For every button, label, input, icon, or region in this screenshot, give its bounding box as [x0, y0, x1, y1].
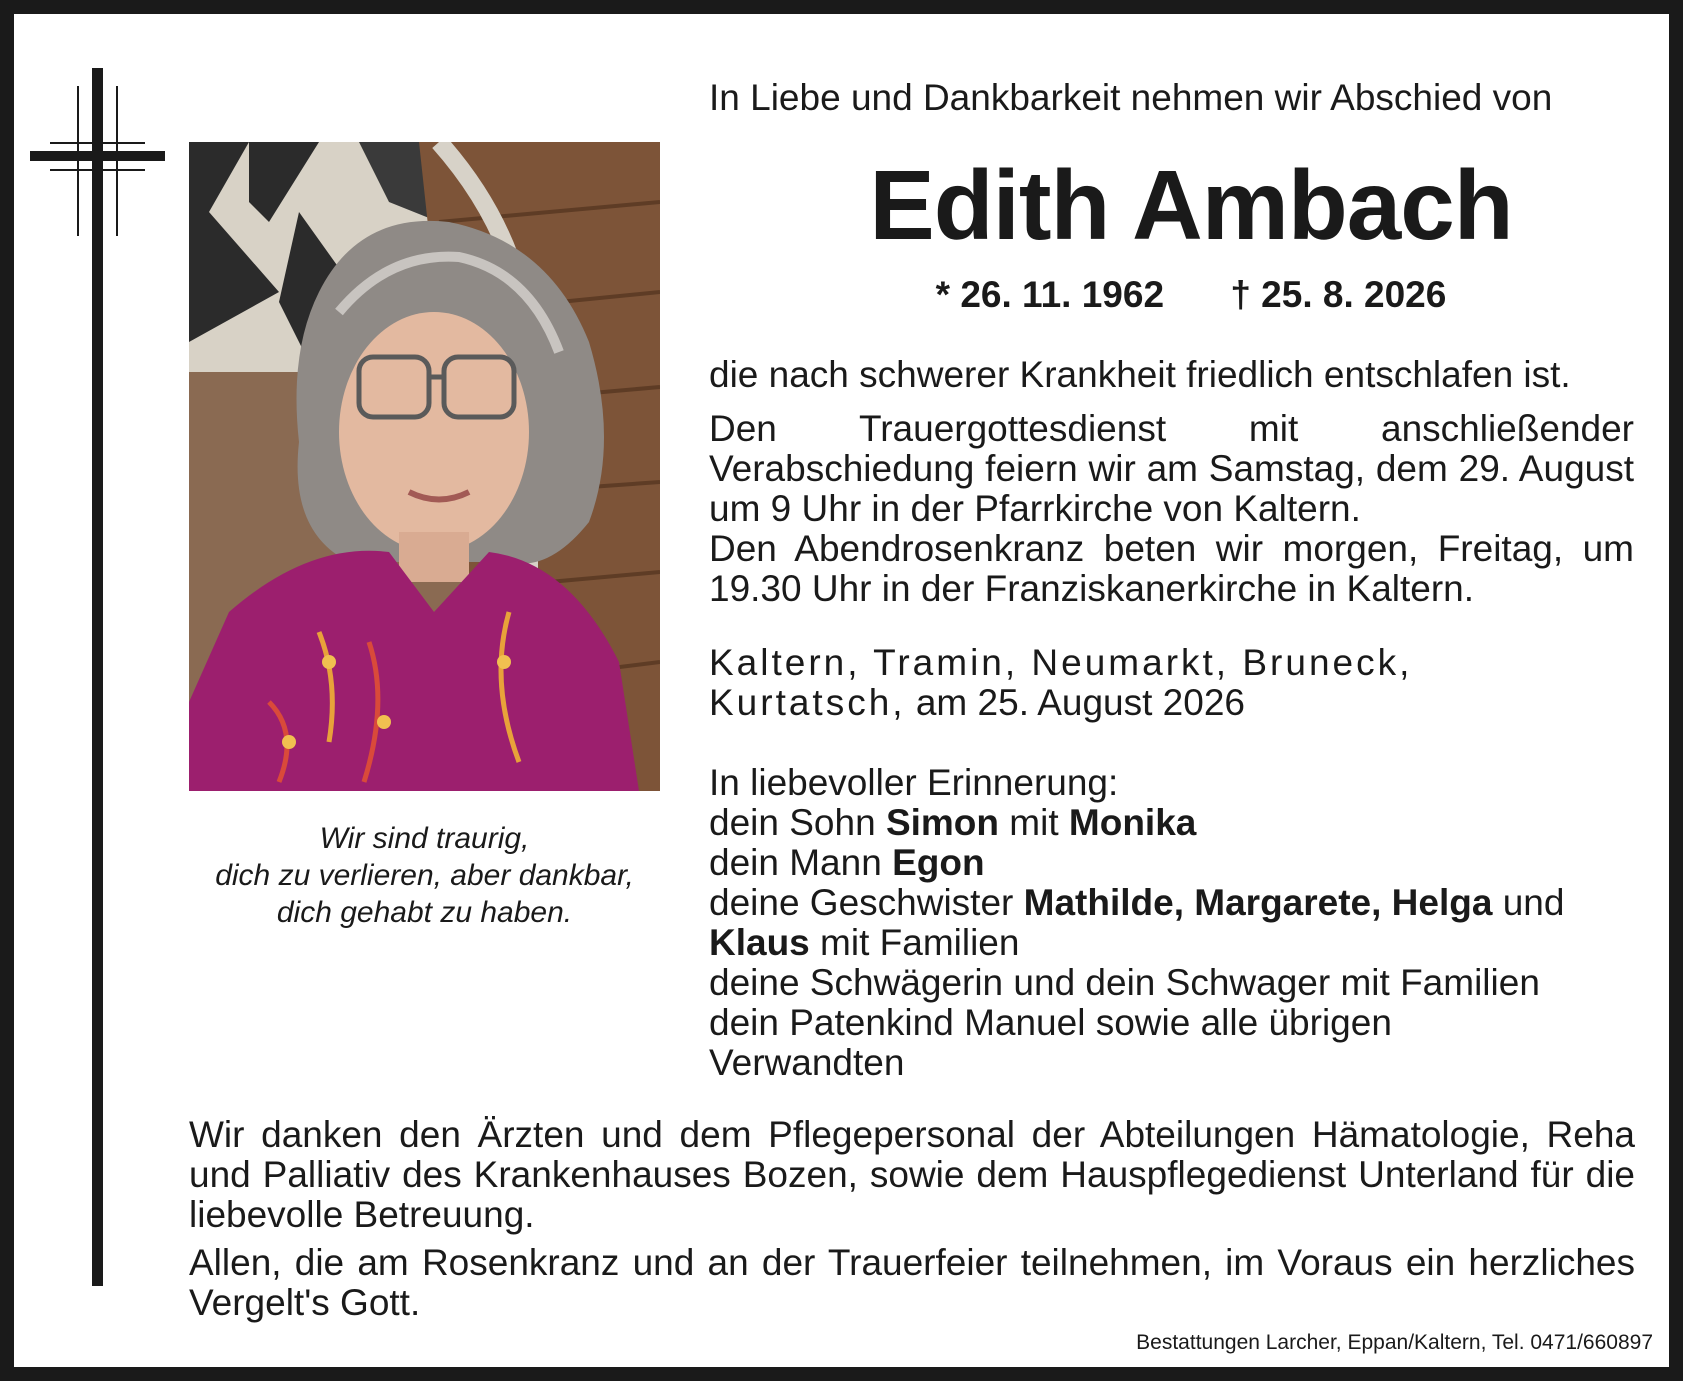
list-item: Verwandten — [709, 1042, 905, 1083]
list-item: deine Geschwister Mathilde, Margarete, Helga und — [709, 882, 1565, 923]
portrait-photo — [189, 142, 660, 791]
places-line: Kurtatsch, — [709, 682, 906, 723]
places-date — [709, 643, 1412, 723]
service-paragraph: Den Trauergottesdienst mit anschließender Verabschiedung feiern wir am Samstag, dem 29. August um 9 Uhr in der Pfarrkirche von Kaltern. — [709, 408, 1634, 529]
closing-paragraph: Allen, die am Rosenkranz und an der Trauerfeier teilnehmen, im Voraus ein herzliches Vergelt's Gott. — [189, 1242, 1635, 1323]
memorial-quote — [189, 820, 660, 931]
list-item: dein Mann Egon — [709, 842, 985, 883]
rosary-paragraph: Den Abendrosenkranz beten wir morgen, Freitag, um 19.30 Uhr in der Franziskanerkirche in Kaltern. — [709, 528, 1634, 609]
intro-text: In Liebe und Dankbarkeit nehmen wir Abschied von — [709, 77, 1553, 118]
funeral-home-credit: Bestattungen Larcher, Eppan/Kaltern, Tel. 0471/660897 — [1136, 1331, 1653, 1354]
list-item: dein Sohn Simon mit Monika — [709, 802, 1197, 843]
body-paragraph: die nach schwerer Krankheit friedlich entschlafen ist. — [709, 354, 1571, 395]
quote-line: Wir sind traurig, — [319, 822, 530, 855]
quote-line: dich zu verlieren, aber dankbar, — [215, 859, 634, 892]
list-item: deine Schwägerin und dein Schwager mit Familien — [709, 962, 1540, 1003]
birth-date: * 26. 11. 1962 — [935, 274, 1165, 315]
thanks-paragraph: Wir danken den Ärzten und dem Pflegepersonal der Abteilungen Hämatologie, Reha und Palliativ des Krankenhauses Bozen, sowie dem Hauspflegedienst Unterland für die liebevolle Betreuung. — [189, 1114, 1635, 1235]
death-date: † 25. 8. 2026 — [1230, 274, 1447, 315]
list-item: dein Patenkind Manuel sowie alle übrigen — [709, 1002, 1392, 1043]
quote-line: dich gehabt zu haben. — [276, 896, 573, 929]
deceased-name: Edith Ambach — [869, 150, 1513, 260]
mourners-list — [709, 763, 1564, 1083]
mourners-heading: In liebevoller Erinnerung: — [709, 762, 1119, 803]
places-line: Kaltern, Tramin, Neumarkt, Bruneck, — [709, 642, 1413, 683]
life-dates — [709, 272, 1673, 318]
cross-icon — [30, 68, 165, 1286]
list-item: Klaus mit Familien — [709, 922, 1020, 963]
date-line: am 25. August 2026 — [905, 682, 1245, 723]
